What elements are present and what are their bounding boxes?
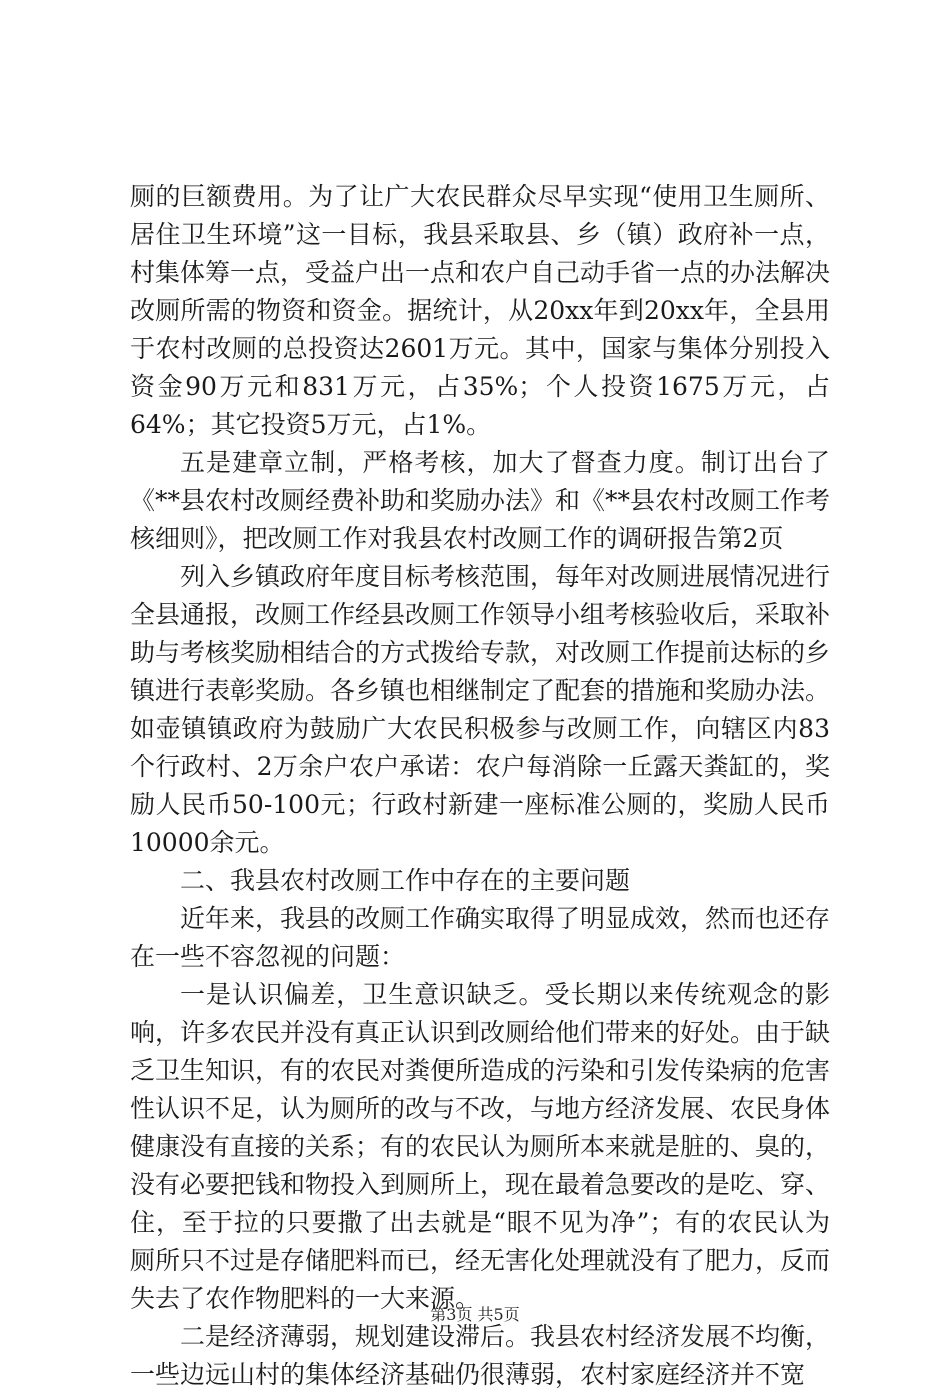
paragraph-7: 二是经济薄弱，规划建设滞后。我县农村经济发展不均衡，一些边远山村的集体经济基础仍很薄弱，农村家庭经济并不宽: [130, 1322, 831, 1389]
body-text: [130, 178, 830, 1394]
paragraph-1: 厕的巨额费用。为了让广大农民群众尽早实现“使用卫生厕所、居住卫生环境”这一目标，我县采取县、乡（镇）政府补一点，村集体筹一点，受益户出一点和农户自己动手省一点的办法解决改厕所需的物资和资金。据统计，从20xx年到20xx年，全县用于农村改厕的总投资达2601万元。其中，国家与集体分别投入资金90万元和831万元，占35%；个人投资1675万元，占64%；其它投资5万元，占1%。: [130, 182, 831, 439]
paragraph-2: 五是建章立制，严格考核，加大了督查力度。制订出台了《**县农村改厕经费补助和奖励办法》和《**县农村改厕工作考核细则》，把改厕工作对我县农村改厕工作的调研报告第2页: [130, 448, 831, 553]
page-footer: 第3页 共5页: [430, 1305, 520, 1324]
section-heading: 二、我县农村改厕工作中存在的主要问题: [180, 866, 631, 895]
paragraph-6: 一是认识偏差，卫生意识缺乏。受长期以来传统观念的影响，许多农民并没有真正认识到改厕给他们带来的好处。由于缺乏卫生知识，有的农民对粪便所造成的污染和引发传染病的危害性认识不足，认为厕所的改与不改，与地方经济发展、农民身体健康没有直接的关系；有的农民认为厕所本来就是脏的、臭的，没有必要把钱和物投入到厕所上，现在最着急要改的是吃、穿、住，至于拉的只要撒了出去就是“眼不见为净”；有的农民认为厕所只不过是存储肥料而已，经无害化处理就没有了肥力，反而失去了农作物肥料的一大来源。: [130, 980, 831, 1313]
paragraph-3: 列入乡镇政府年度目标考核范围，每年对改厕进展情况进行全县通报，改厕工作经县改厕工作领导小组考核验收后，采取补助与考核奖励相结合的方式拨给专款，对改厕工作提前达标的乡镇进行表彰奖励。各乡镇也相继制定了配套的措施和奖励办法。如壶镇镇政府为鼓励广大农民积极参与改厕工作，向辖区内83个行政村、2万余户农户承诺：农户每消除一丘露天粪缸的，奖励人民币50-100元；行政村新建一座标准公厕的，奖励人民币10000余元。: [130, 562, 831, 857]
paragraph-5: 近年来，我县的改厕工作确实取得了明显成效，然而也还存在一些不容忽视的问题：: [130, 904, 831, 971]
